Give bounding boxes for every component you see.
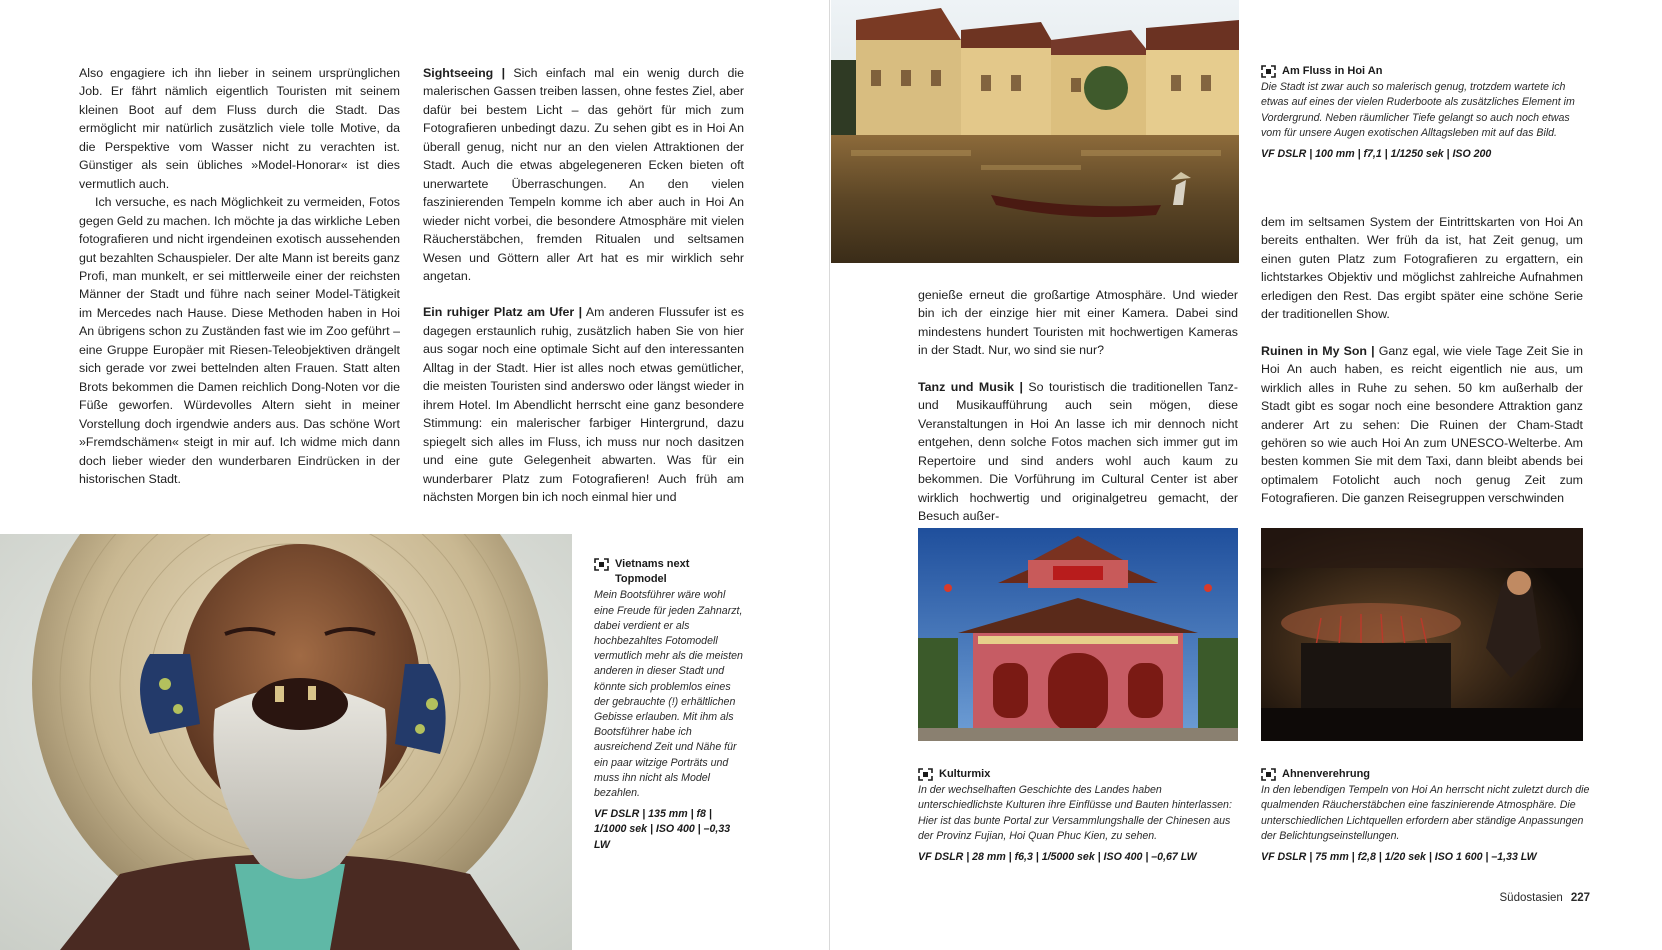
- caption-title: [1261, 64, 1591, 79]
- frame-icon: [918, 768, 933, 781]
- paragraph: Ich versuche, es nach Möglichkeit zu vermeiden, Fotos gegen Geld zu machen. Ich möchte ja das wirkliche Leben fotografieren und nicht irgendeinen exotisch aussehenden gut bezahlten Schauspieler. Der alte Mann ist bereits ganz Profi, man munkelt, er sei mittlerweile einer der reichsten Männer der Stadt und führe nach seiner Model-Tätigkeit im Mercedes nach Hause. Diese Methoden haben in Hoi An übrigens schon zu Zuständen fast wie im Zoo geführt – eine Gruppe Europäer mit Riesen-Teleobjektiven drängelt sich gerade vor zwei bettelnden alten Frauen. Statt alten Brots bekommen die Damen reichlich Dong-Noten vor die Füße geworfen. Würdevolles Altern sieht in meiner Vorstellung doch irgendwie anders aus. Das schöne Wort »Fremdschämen« steigt in mir auf. Ich widme mich dann doch lieber wieder den wunderbaren Eindrücken in der historischen Stadt.: [79, 195, 400, 486]
- frame-icon: [1261, 65, 1276, 78]
- temple-gate-photo: [918, 528, 1238, 741]
- paragraph: [1261, 342, 1583, 508]
- paragraph: [918, 378, 1238, 526]
- page-footer: [1500, 892, 1590, 904]
- caption-title-text: Kulturmix: [939, 768, 991, 780]
- paragraph: Also engagiere ich ihn lieber in seinem ursprünglichen Job. Er fährt nämlich eigentlich Touristen mit seinem kleinen Boot auf dem Fluss durch die Stadt. Das ermöglicht mir natürlich zusätzlich viele tolle Motive, da die Perspektive vom Wasser nicht zu verachten ist. Günstiger als sein übliches »Model-Honorar« ist dies vermutlich auch.: [79, 66, 400, 191]
- caption-title: [1261, 767, 1591, 782]
- caption-title: [594, 557, 744, 587]
- river-caption: [1261, 64, 1591, 162]
- left-page: [0, 0, 829, 950]
- caption-exif: VF DSLR | 75 mm | f2,8 | 1/20 sek | ISO 1 600 | –1,33 LW: [1261, 851, 1537, 864]
- page-number: 227: [1570, 892, 1590, 904]
- section-name: Südostasien: [1499, 892, 1563, 904]
- paragraph-text: So touristisch die traditionellen Tanz- und Musikaufführung auch sein mögen, diese Veranstaltungen in Hoi An lasse ich mir dennoch nicht entgehen, denn solche Fotos machen sich immer gut im Repertoire und sind anders wohl auch kaum zu bekommen. Die Vorführung im Cultural Center ist aber wirklich hochwertig und originalgetreu gemacht, der Besuch außer-: [918, 379, 1238, 523]
- caption-exif: VF DSLR | 28 mm | f6,3 | 1/5000 sek | ISO 400 | –0,67 LW: [918, 851, 1197, 864]
- frame-icon: [594, 558, 609, 571]
- paragraph-text: Sich einfach mal ein wenig durch die malerischen Gassen treiben lassen, ohne festes Ziel, aber dafür bei bestem Licht – das gehört für mich zum Fotografieren unbedingt dazu. Zu sehen gibt es in Hoi An überall genug, nicht nur an den vielen Attraktionen der Stadt. Auch die etwas abgelegeneren Ecken bieten oft unerwartete Überraschungen. An den vielen faszinierenden Tempeln komme ich aber auch in Hoi An wieder nicht vorbei, die besondere Atmosphäre mit vielen Räucherstäbchen, fremden Ritualen und seltsamen Wesen und Göttern aller Art hat es mir wirklich sehr angetan.: [423, 66, 744, 283]
- right-page: [830, 0, 1662, 950]
- section-heading: Tanz und Musik |: [918, 379, 1023, 394]
- caption-title-text: Vietnams next Topmodel: [615, 558, 690, 586]
- caption-body: In der wechselhaften Geschichte des Landes haben unterschiedlichste Kulturen ihre Einflüsse und Bauten hinterlassen: Hier ist das bunte Portal zur Versammlungshalle der Chinesen aus der Provinz Fujian, Hoi Quan Phuc Kien, zu sehen.: [918, 784, 1232, 842]
- paragraph: [423, 303, 744, 506]
- paragraph-text: Am anderen Flussufer ist es dagegen erstaunlich ruhig, zusätzlich haben Sie von hier aus sogar noch eine optimale Sicht auf den interessanten Alltag in der Stadt. Hier ist alles noch etwas gemütlicher, die meisten Touristen sind anderswo oder längst wieder in ihrem Hotel. Im Abendlicht herrscht eine ganz besondere Stimmung: ein malerischer farbiger Hintergrund, dazu spiegelt sich alles im Fluss, ich muss nur noch dasitzen und eine gute Gelegenheit abwarten. Was für ein wunderbarer Platz zum Fotografieren! Auch früh am nächsten Morgen bin ich noch einmal hier und: [423, 305, 744, 504]
- right-text-column-1: [918, 286, 1238, 525]
- caption-title-text: Am Fluss in Hoi An: [1282, 65, 1383, 77]
- section-heading: Sightseeing |: [423, 66, 506, 80]
- portrait-caption: [594, 557, 744, 853]
- frame-icon: [1261, 768, 1276, 781]
- left-text-column-2: [423, 64, 744, 506]
- caption-title: [918, 767, 1248, 782]
- section-heading: Ein ruhiger Platz am Ufer |: [423, 305, 583, 320]
- caption-exif: VF DSLR | 135 mm | f8 | 1/1000 sek | ISO 400 | –0,33 LW: [594, 808, 731, 851]
- ancestor-caption: [1261, 767, 1591, 865]
- caption-exif: VF DSLR | 100 mm | f7,1 | 1/1250 sek | ISO 200: [1261, 148, 1492, 161]
- caption-body: Die Stadt ist zwar auch so malerisch genug, trotzdem wartete ich etwas auf eines der vielen Ruderboote als zusätzliches Element im Vordergrund. Neben räumlicher Tiefe gelangt so auch noch etwas vom für unsere Augen exotischen Alltagsleben mit auf das Bild.: [1261, 81, 1575, 139]
- paragraph-text: Ganz egal, wie viele Tage Zeit Sie in Hoi An auch haben, es reicht eigentlich nie aus, um wirklich alles in Ruhe zu sehen. 50 km außerhalb der Stadt gibt es sogar noch eine besondere Attraktion ganz anderer Art zu sehen: Die Ruinen der Cham-Stadt gehören so wie auch Hoi An zum UNESCO-Welterbe. Am besten kommen Sie mit dem Taxi, dann bleibt abends bei optimalem Fotolicht auch noch genug Zeit zum Fotografieren. Die ganzen Reisegruppen verschwinden: [1261, 343, 1583, 506]
- temple-caption: [918, 767, 1248, 865]
- caption-body: Mein Bootsführer wäre wohl eine Freude für jeden Zahnarzt, dabei verdient er als hochbezahltes Fotomodell vermutlich mehr als die meisten anderen in dieser Stadt und könnte sich problemlos eines der gebrauchte (!) erhältlichen Gebisse erlauben. Mit ihm als Bootsführer habe ich ausreichend Zeit und Nähe für ein paar witzige Porträts und muss ihn nicht als Model bezahlen.: [594, 589, 743, 800]
- right-text-column-2: [1261, 213, 1583, 508]
- hoi-an-river-photo: [831, 0, 1239, 263]
- paragraph: dem im seltsamen System der Eintrittskarten von Hoi An bereits enthalten. Wer früh da ist, hat Zeit genug, um einen guten Platz zum Fotografieren zu ergattern, ein lichtstarkes Objektiv und möglichst zahlreiche Aufnahmen erledigen den Rest. Das ergibt später eine schöne Serie der traditionellen Show.: [1261, 215, 1583, 322]
- left-text-column-1: [79, 64, 400, 488]
- caption-title-text: Ahnenverehrung: [1282, 768, 1371, 780]
- boatman-portrait-photo: [0, 534, 572, 950]
- paragraph: [423, 64, 744, 285]
- paragraph: genieße erneut die großartige Atmosphäre. Und wieder bin ich der einzige hier mit einer Kamera. Dabei sind mindestens hundert Touristen mit hochwertigen Kameras in der Stadt. Nur, wo sind sie nur?: [918, 288, 1238, 358]
- section-heading: Ruinen in My Son |: [1261, 343, 1375, 358]
- incense-temple-photo: [1261, 528, 1583, 741]
- caption-body: In den lebendigen Tempeln von Hoi An herrscht nicht zuletzt durch die qualmenden Räucherstäbchen eine faszinierende Atmosphäre. Die unterschiedlichen Lichtquellen erfordern aber ständige Anpassungen der Belichtungseinstellungen.: [1261, 784, 1590, 842]
